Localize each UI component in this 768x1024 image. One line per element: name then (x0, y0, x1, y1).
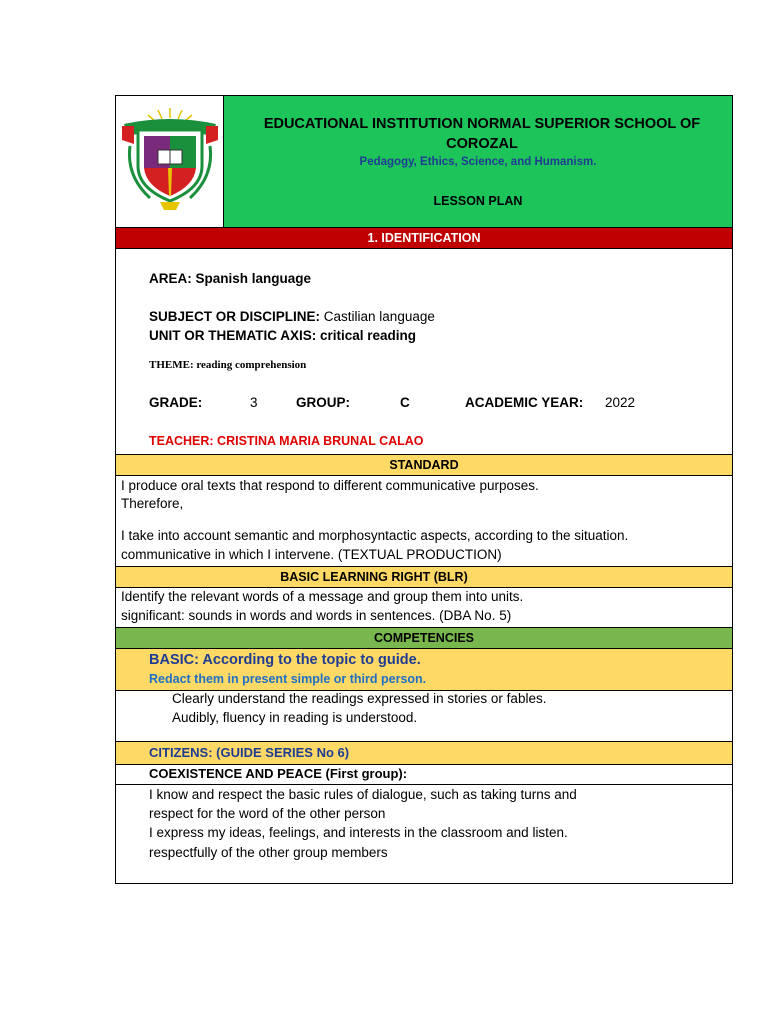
coexistence-line-1: I know and respect the basic rules of dialogue, such as taking turns and (149, 787, 577, 802)
school-crest-icon (120, 106, 220, 216)
teacher-name: TEACHER: CRISTINA MARIA BRUNAL CALAO (149, 434, 424, 448)
grade-value: 3 (250, 395, 258, 410)
competency-bullet-1 (172, 691, 546, 706)
blr-line-2: significant: sounds in words and words in sentences. (DBA No. 5) (121, 608, 512, 623)
group-label: GROUP: (296, 395, 350, 410)
academic-year-value: 2022 (605, 395, 636, 410)
citizens-competency-box (116, 741, 732, 765)
coexistence-suffix: (First group): (321, 766, 408, 781)
header-logo-cell (116, 96, 224, 227)
area-label: AREA: Spanish language (149, 271, 312, 286)
subject-value: Castilian language (320, 309, 435, 324)
school-name: EDUCATIONAL INSTITUTION NORMAL SUPERIOR SCHOOL OF COROZAL (263, 116, 701, 152)
document-type: LESSON PLAN (433, 194, 523, 208)
academic-year-label: ACADEMIC YEAR: (465, 395, 584, 410)
coexistence-line-2: respect for the word of the other person (149, 806, 386, 821)
standard-line-1: I produce oral texts that respond to different communicative purposes. (121, 478, 539, 493)
identification-section-header: 1. IDENTIFICATION (116, 227, 732, 249)
competencies-section-header: COMPETENCIES (116, 627, 732, 649)
blr-line-1: Identify the relevant words of a message and group them into units. (121, 589, 524, 604)
standard-section-header: STANDARD (116, 454, 732, 476)
coexistence-label: COEXISTENCE AND PEACE (149, 766, 322, 781)
grade-label: GRADE: (149, 395, 203, 410)
school-motto: Pedagogy, Ethics, Science, and Humanism. (359, 156, 597, 168)
lesson-plan-document (115, 95, 733, 884)
coexistence-row (149, 766, 407, 781)
header-title-cell (224, 96, 732, 227)
basic-competency-title: BASIC: According to the topic to guide. (149, 652, 421, 668)
coexistence-divider (116, 784, 732, 785)
blr-section-header: BASIC LEARNING RIGHT (BLR) (116, 566, 732, 588)
basic-competency-subtitle: Redact them in present simple or third person. (149, 672, 427, 686)
theme-label: THEME: reading comprehension (149, 359, 307, 371)
bullet-text: Clearly understand the readings expressed in stories or fables. (172, 691, 547, 706)
subject-row (149, 309, 435, 324)
standard-line-3: I take into account semantic and morphosyntactic aspects, according to the situation. (121, 528, 629, 543)
coexistence-line-3: I express my ideas, feelings, and interests in the classroom and listen. (149, 825, 568, 840)
citizens-title: CITIZENS: (GUIDE SERIES No 6) (149, 745, 350, 760)
subject-label: SUBJECT OR DISCIPLINE: (149, 309, 321, 324)
standard-line-4: communicative in which I intervene. (TEXTUAL PRODUCTION) (121, 547, 502, 562)
basic-competency-box (116, 649, 732, 691)
coexistence-line-4: respectfully of the other group members (149, 845, 388, 860)
unit-label: UNIT OR THEMATIC AXIS: critical reading (149, 328, 417, 343)
competency-bullet-2 (172, 710, 417, 725)
bullet-text: Audibly, fluency in reading is understood. (172, 710, 418, 725)
standard-line-2: Therefore, (121, 496, 184, 511)
group-value: C (400, 395, 410, 410)
